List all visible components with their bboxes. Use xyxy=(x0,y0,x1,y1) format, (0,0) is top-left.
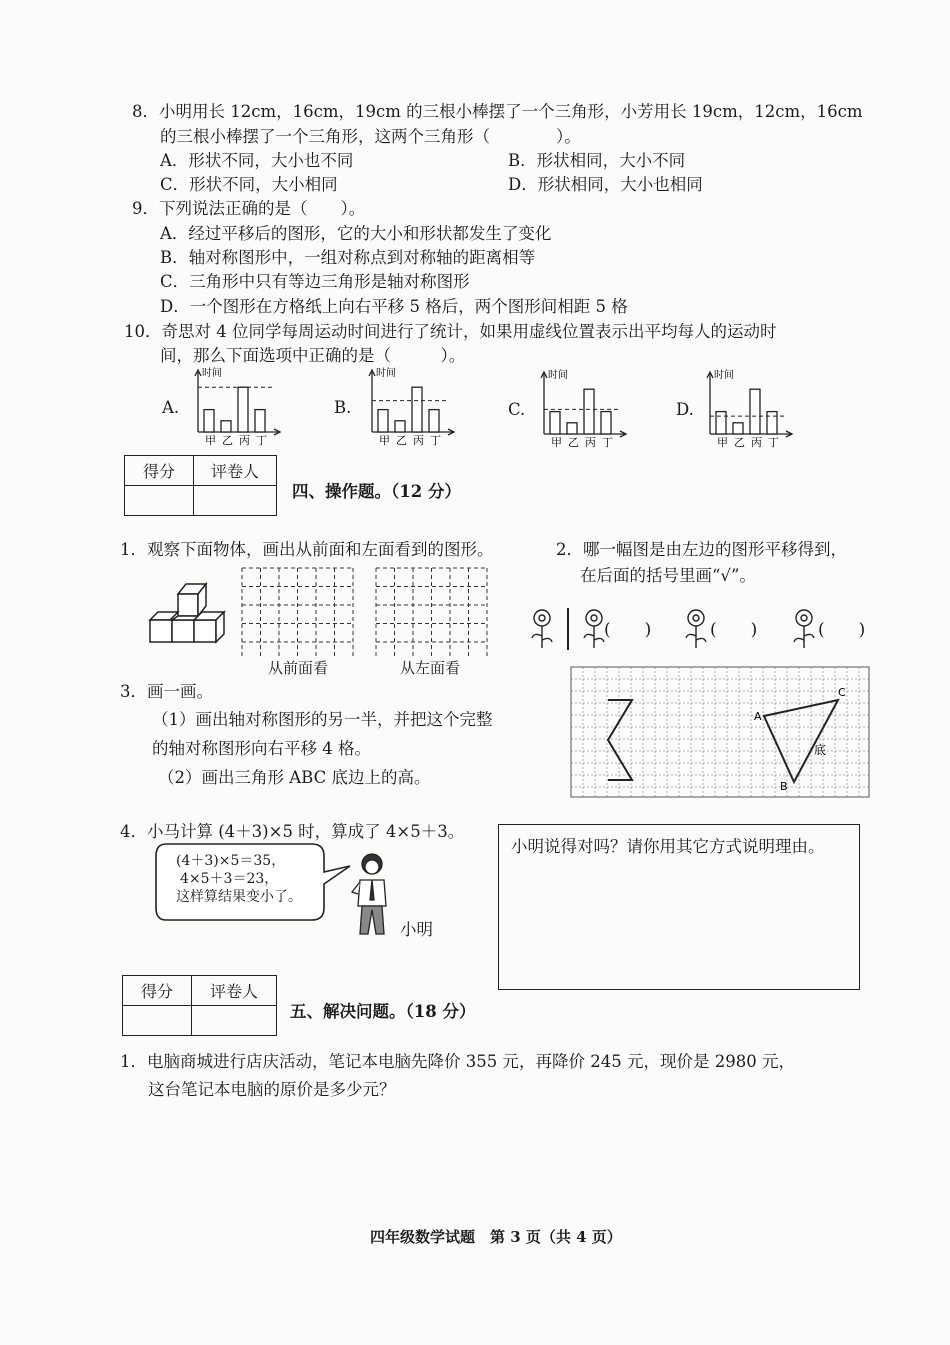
bar-丁 xyxy=(255,410,265,432)
x-tick-甲: 甲 xyxy=(551,436,562,449)
q10-line2: 间，那么下面选项中正确的是（ ）。 xyxy=(160,346,466,365)
q8-option-c: C．形状不同，大小相同 xyxy=(160,175,338,194)
cube-stack-figure xyxy=(146,580,238,644)
answer-box-prompt: 小明说得对吗？请你用其它方式说明理由。 xyxy=(511,837,825,856)
q10-option-b-label: B. xyxy=(334,398,352,417)
grader-header-5: 评卷人 xyxy=(192,976,277,1006)
x-tick-丙: 丙 xyxy=(413,434,424,447)
flower-option1-icon xyxy=(686,610,706,648)
bar-丙 xyxy=(750,389,760,434)
q9-option-b: B．轴对称图形中，一组对称点到对称轴的距离相等 xyxy=(160,248,536,267)
flower-reflected-icon xyxy=(584,610,604,648)
q8-line1: 8．小明用长 12cm，16cm，19cm 的三根小棒摆了一个三角形，小芳用长 19cm，12cm，16cm xyxy=(132,102,863,121)
section5-title: 五、解决问题。（18 分） xyxy=(290,1002,476,1021)
answer-box[interactable] xyxy=(498,824,860,990)
grader-cell[interactable] xyxy=(194,486,277,516)
x-tick-甲: 甲 xyxy=(717,436,728,449)
label-c: C xyxy=(838,686,846,699)
label-base: 底 xyxy=(814,743,827,757)
q10-chart-a xyxy=(188,366,288,448)
s5q1-line1: 1．电脑商城进行店庆活动，笔记本电脑先降价 355 元，再降价 245 元，现价是 2980 元， xyxy=(120,1052,795,1071)
q8-line2: 的三根小棒摆了一个三角形，这两个三角形（ ）。 xyxy=(160,127,581,146)
s4q3-p1b: 的轴对称图形向右平移 4 格。 xyxy=(152,739,371,758)
flower-original-icon xyxy=(532,610,552,648)
bubble-line2: 4×5＋3＝23， xyxy=(180,871,279,887)
y-axis-label: 时间 xyxy=(548,370,568,381)
s4q1-text: 1．观察下面物体，画出从前面和左面看到的图形。 xyxy=(120,540,494,559)
bracket-1[interactable]: ( ) xyxy=(604,620,652,640)
q10-chart-b xyxy=(362,366,462,448)
x-tick-乙: 乙 xyxy=(568,436,579,449)
page-footer: 四年级数学试题 第 3 页（共 4 页） xyxy=(370,1228,622,1246)
boy-figure xyxy=(346,850,394,940)
q9-stem: 9．下列说法正确的是（ ）。 xyxy=(132,199,366,218)
label-b: B xyxy=(780,780,788,793)
bar-丙 xyxy=(584,389,594,434)
s5q1-line2: 这台笔记本电脑的原价是多少元？ xyxy=(148,1080,396,1099)
boy-name: 小明 xyxy=(400,920,433,939)
q10-line1: 10．奇思对 4 位同学每周运动时间进行了统计，如果用虚线位置表示出平均每人的运动时 xyxy=(124,322,777,341)
q10-option-d-label: D. xyxy=(676,400,694,419)
x-tick-丙: 丙 xyxy=(239,434,250,447)
bar-乙 xyxy=(733,423,743,434)
x-tick-甲: 甲 xyxy=(379,434,390,447)
bracket-3[interactable]: ( ) xyxy=(818,620,866,640)
front-view-grid[interactable] xyxy=(240,566,358,658)
bracket-2[interactable]: ( ) xyxy=(710,620,758,640)
label-a: A xyxy=(754,710,762,723)
x-tick-甲: 甲 xyxy=(205,434,216,447)
grader-cell-5[interactable] xyxy=(192,1006,277,1036)
q8-option-a: A．形状不同，大小也不同 xyxy=(160,151,354,170)
score-header: 得分 xyxy=(125,456,194,486)
front-view-label: 从前面看 xyxy=(268,659,329,677)
bar-丁 xyxy=(429,410,439,432)
q9-option-c: C．三角形中只有等边三角形是轴对称图形 xyxy=(160,272,470,291)
q10-option-a-label: A. xyxy=(162,398,180,417)
left-view-grid[interactable] xyxy=(374,566,492,658)
score-cell[interactable] xyxy=(125,486,194,516)
x-tick-乙: 乙 xyxy=(222,434,233,447)
x-tick-丙: 丙 xyxy=(751,436,762,449)
x-tick-丁: 丁 xyxy=(602,436,613,449)
q8-option-d: D．形状相同，大小也相同 xyxy=(508,175,703,194)
section4-title: 四、操作题。（12 分） xyxy=(292,482,461,501)
bar-乙 xyxy=(567,423,577,434)
bar-丁 xyxy=(601,412,611,434)
score-header-5: 得分 xyxy=(123,976,192,1006)
drawing-grid-figure[interactable] xyxy=(568,664,872,800)
x-tick-丙: 丙 xyxy=(585,436,596,449)
s4q3-p1a: （1）画出轴对称图形的另一半，并把这个完整 xyxy=(152,710,493,729)
score-cell-5[interactable] xyxy=(123,1006,192,1036)
bar-甲 xyxy=(716,412,726,434)
bar-乙 xyxy=(221,421,231,432)
s4q4-stem: 4．小马计算 (4＋3)×5 时，算成了 4×5＋3。 xyxy=(120,822,465,841)
bar-丙 xyxy=(412,387,422,432)
bar-甲 xyxy=(378,410,388,432)
q9-option-d: D．一个图形在方格纸上向右平移 5 格后，两个图形间相距 5 格 xyxy=(160,297,628,316)
bar-丙 xyxy=(238,387,248,432)
grader-header: 评卷人 xyxy=(194,456,277,486)
s4q3-title: 3．画一画。 xyxy=(120,682,213,701)
q8-option-b: B．形状相同，大小不同 xyxy=(508,151,686,170)
s4q2-line2: 在后面的括号里画“√”。 xyxy=(580,566,756,585)
x-tick-丁: 丁 xyxy=(768,436,779,449)
x-tick-乙: 乙 xyxy=(396,434,407,447)
left-view-label: 从左面看 xyxy=(400,659,461,677)
bar-乙 xyxy=(395,421,405,432)
x-tick-丁: 丁 xyxy=(430,434,441,447)
s4q2-line1: 2．哪一幅图是由左边的图形平移得到， xyxy=(556,540,847,559)
bar-甲 xyxy=(204,410,214,432)
s4q3-p2: （2）画出三角形 ABC 底边上的高。 xyxy=(158,768,431,787)
q9-option-a: A．经过平移后的图形，它的大小和形状都发生了变化 xyxy=(160,224,552,243)
score-box-4 xyxy=(124,455,277,516)
score-box-5 xyxy=(122,975,277,1036)
bar-甲 xyxy=(550,412,560,434)
x-tick-丁: 丁 xyxy=(256,434,267,447)
q10-chart-c xyxy=(534,368,634,450)
x-tick-乙: 乙 xyxy=(734,436,745,449)
bar-丁 xyxy=(767,412,777,434)
bubble-line1: (4＋3)×5＝35， xyxy=(176,853,286,869)
bubble-line3: 这样算结果变小了。 xyxy=(176,889,302,905)
y-axis-label: 时间 xyxy=(202,368,222,379)
q10-option-c-label: C. xyxy=(508,400,526,419)
y-axis-label: 时间 xyxy=(376,368,396,379)
flower-option2-icon xyxy=(794,610,814,648)
y-axis-label: 时间 xyxy=(714,370,734,381)
q10-chart-d xyxy=(700,368,800,450)
